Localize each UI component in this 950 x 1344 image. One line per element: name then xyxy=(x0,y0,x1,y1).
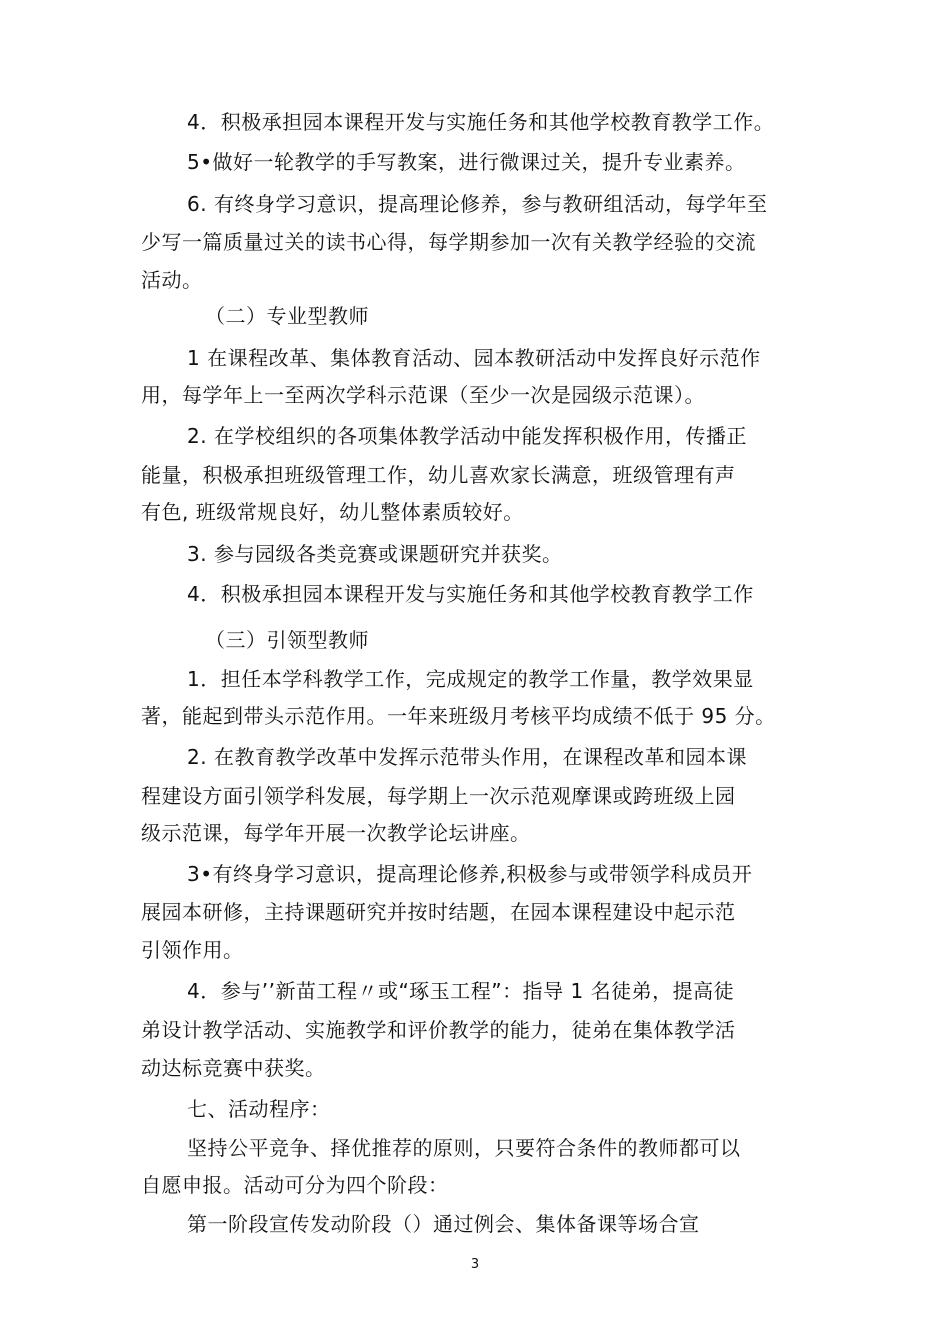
text-line: 能量，积极承担班级管理工作，幼儿喜欢家长满意，班级管理有声 xyxy=(141,463,736,487)
text-line: 6. 有终身学习意识，提高理论修养，参与教研组活动，每学年至 xyxy=(187,192,768,216)
text-line: 程建设方面引领学科发展，每学期上一次示范观摩课或跨班级上园 xyxy=(141,784,736,808)
section-heading: 七、活动程序： xyxy=(187,1097,331,1121)
text-line: 少写一篇质量过关的读书心得，每学期参加一次有关教学经验的交流 xyxy=(141,230,756,254)
text-line: 用，每学年上一至两次学科示范课（至少一次是园级示范课）。 xyxy=(141,383,705,407)
text-line: 动达标竞赛中获奖。 xyxy=(141,1056,326,1080)
text-line: 著，能起到带头示范作用。一年来班级月考核平均成绩不低于 95 分。 xyxy=(141,704,776,728)
text-line: 1 在课程改革、集体教育活动、园本教研活动中发挥良好示范作 xyxy=(187,346,761,370)
text-line: 1．担任本学科教学工作，完成规定的教学工作量，教学效果显 xyxy=(187,667,754,691)
text-line: 自愿申报。活动可分为四个阶段： xyxy=(141,1173,449,1197)
text-line: 2. 在教育教学改革中发挥示范带头作用，在课程改革和园本课 xyxy=(187,745,747,769)
text-line: 3. 参与园级各类竞赛或课题研究并获奖。 xyxy=(187,542,563,566)
text-line: 活动。 xyxy=(141,268,203,292)
text-line: 级示范课，每学年开展一次教学论坛讲座。 xyxy=(141,821,531,845)
text-line: 5•做好一轮教学的手写教案，进行微课过关，提升专业素养。 xyxy=(187,150,746,174)
text-line: 4．积极承担园本课程开发与实施任务和其他学校教育教学工作 xyxy=(187,582,754,606)
page-number: 3 xyxy=(470,1257,480,1272)
text-line: 4．积极承担园本课程开发与实施任务和其他学校教育教学工作。 xyxy=(187,110,775,134)
text-line: 3•有终身学习意识，提高理论修养,积极参与或带领学科成员开 xyxy=(187,862,753,886)
section-heading: （三）引领型教师 xyxy=(205,628,369,652)
text-line: 第一阶段宣传发动阶段（）通过例会、集体备课等场合宣 xyxy=(187,1212,700,1236)
section-heading: （二）专业型教师 xyxy=(205,304,369,328)
text-line: 弟设计教学活动、实施教学和评价教学的能力，徒弟在集体教学活 xyxy=(141,1018,736,1042)
text-line: 引领作用。 xyxy=(141,938,244,962)
text-line: 坚持公平竞争、择优推荐的原则，只要符合条件的教师都可以 xyxy=(187,1136,741,1160)
text-line: 4．参与’’新苗工程〃或“琢玉工程”：指导 1 名徒弟，提高徒 xyxy=(187,979,735,1003)
text-line: 有色, 班级常规良好，幼儿整体素质较好。 xyxy=(141,500,524,524)
text-line: 2. 在学校组织的各项集体教学活动中能发挥积极作用，传播正 xyxy=(187,424,747,448)
text-line: 展园本研修，主持课题研究并按时结题，在园本课程建设中起示范 xyxy=(141,900,736,924)
